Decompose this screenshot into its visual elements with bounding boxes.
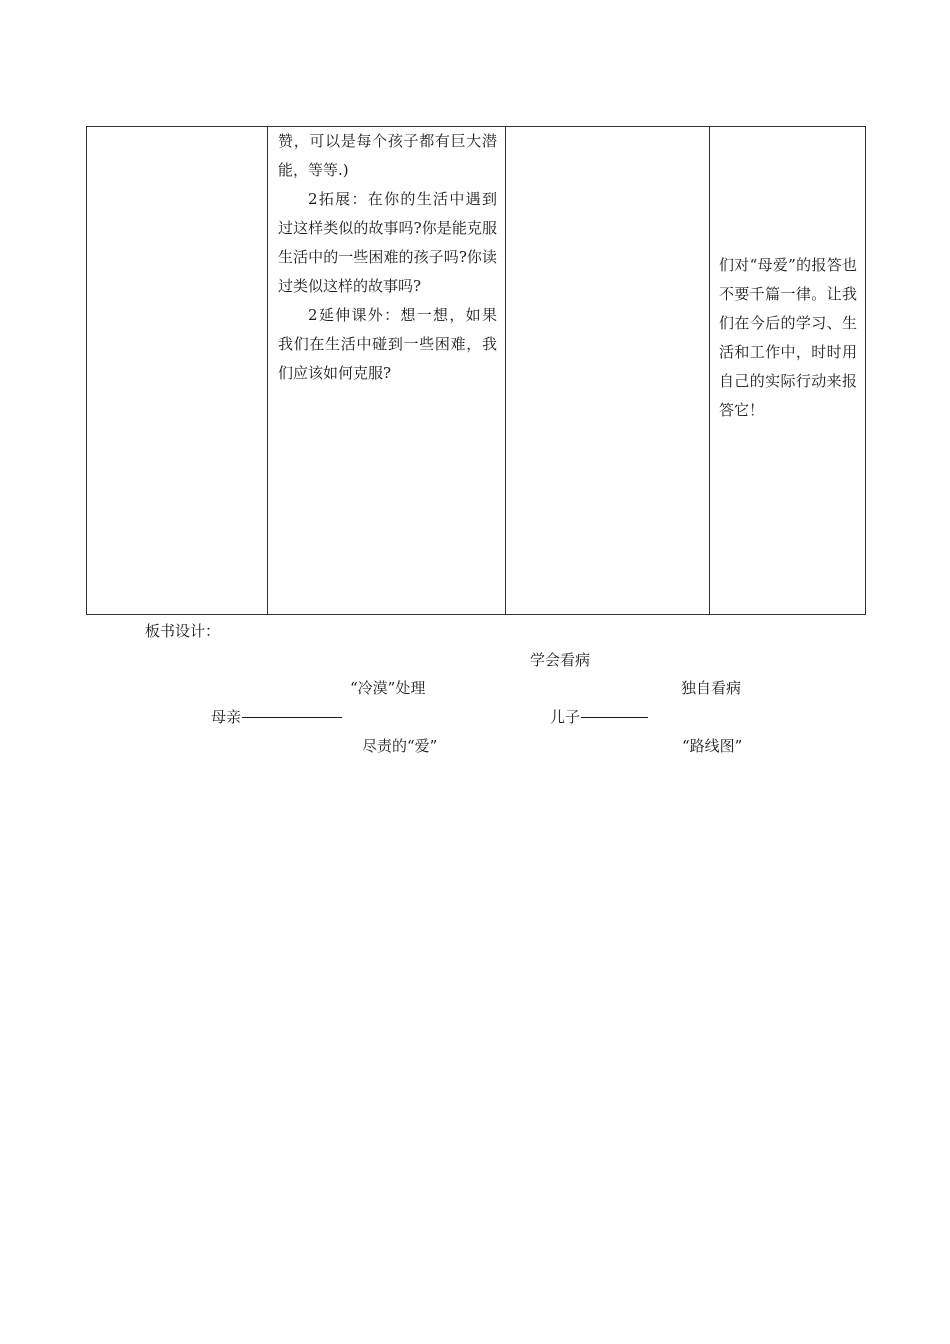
- board-left-main: [211, 707, 342, 727]
- activity-paragraph-3: 2延伸课外：想一想，如果我们在生活中碰到一些困难，我们应该如何克服?: [278, 306, 497, 382]
- board-right-main: [550, 707, 648, 727]
- table-cell-summary: [710, 127, 866, 615]
- board-right-upper: 独自看病: [681, 679, 742, 697]
- board-center-top: 学会看病: [530, 651, 591, 669]
- table-cell-empty-1: [87, 127, 268, 615]
- board-left-upper: “冷漠”处理: [350, 679, 426, 697]
- board-right-line: [581, 717, 648, 718]
- board-left-main-label: 母亲: [211, 708, 242, 726]
- table-cell-activities: [268, 127, 506, 615]
- table-cell-empty-3: [506, 127, 710, 615]
- activity-paragraph-1: 赞，可以是每个孩子都有巨大潜能，等等.): [278, 132, 497, 179]
- board-right-main-label: 儿子: [550, 708, 581, 726]
- summary-text: 们对“母爱”的报答也不要千篇一律。让我们在今后的学习、生活和工作中，时时用自己的实际行动来报答它！: [719, 256, 857, 419]
- activity-paragraph-2: 2拓展：在你的生活中遇到过这样类似的故事吗?你是能克服生活中的一些困难的孩子吗?你读过类似这样的故事吗?: [278, 190, 497, 295]
- lesson-table: [86, 126, 866, 615]
- board-left-line: [242, 717, 342, 718]
- table-row: [87, 127, 866, 615]
- board-design-heading: 板书设计：: [145, 622, 221, 640]
- activities-text: [268, 127, 505, 388]
- board-left-lower: 尽责的“爱”: [362, 737, 438, 755]
- board-right-lower: “路线图”: [682, 737, 743, 755]
